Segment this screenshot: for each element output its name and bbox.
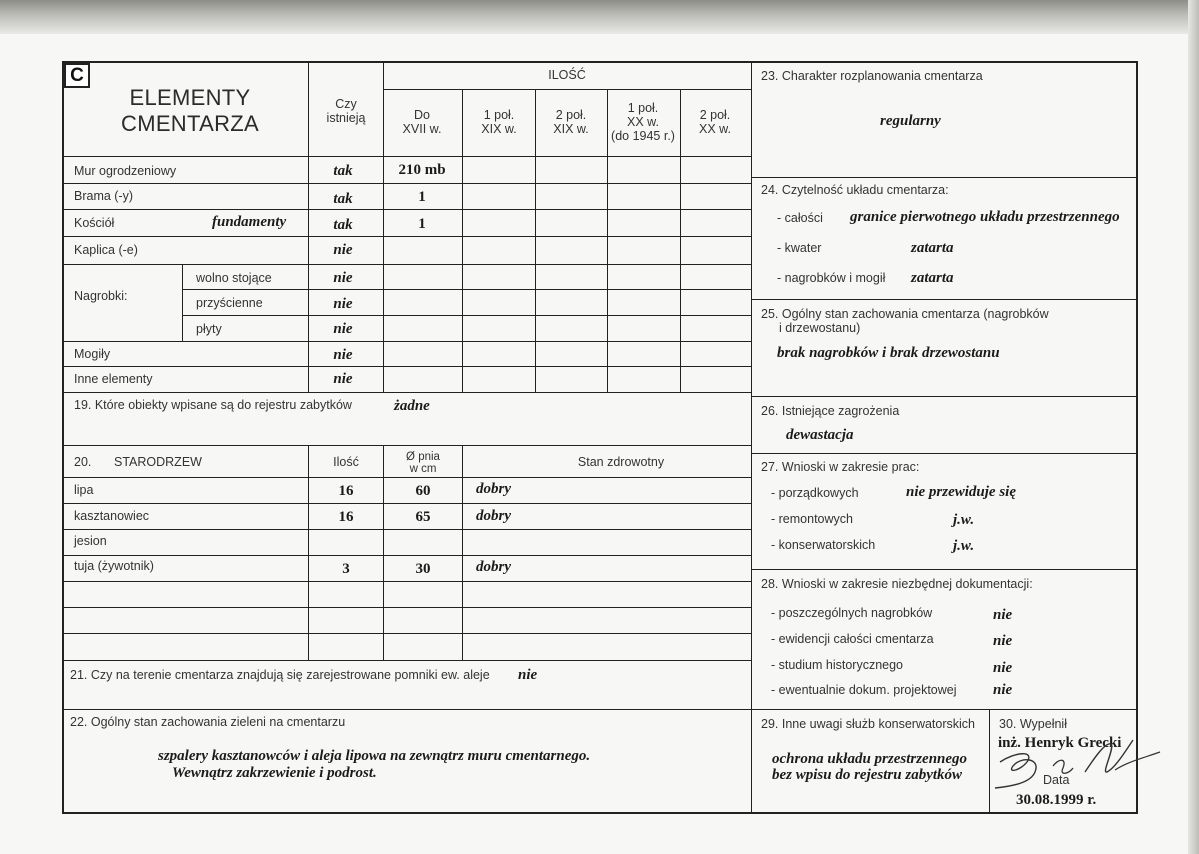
element-label-nagrobki: Nagrobki:: [74, 289, 128, 303]
period-4-line-2: XX w.: [627, 115, 659, 129]
q30-label: 30. Wypełnił: [999, 717, 1067, 731]
q24-bottom-line: [751, 299, 1137, 300]
q24-nagrobkow-value: zatarta: [911, 270, 954, 286]
period-2-line-1: 1 poł.: [483, 108, 515, 122]
q28-c-label: - studium historycznego: [771, 658, 904, 672]
col-line-ilosc: [383, 61, 384, 392]
q26-answer: dewastacja: [786, 427, 854, 443]
q27-konserw-label: - konserwatorskich: [771, 538, 876, 552]
element-note-kosciol: fundamenty: [212, 214, 287, 230]
q28-d-value: nie: [993, 682, 1013, 698]
tree-count-1: 16: [338, 483, 354, 499]
q24-nagrobkow-label: - nagrobków i mogił: [777, 271, 886, 285]
col-line-p2: [462, 89, 463, 392]
q27-konserw-value: j.w.: [953, 538, 975, 554]
q25-answer: brak nagrobków i brak drzewostanu: [777, 345, 1000, 361]
title-line-1: ELEMENTY: [129, 85, 251, 110]
q28-d-label: - ewentualnie dokum. projektowej: [771, 683, 957, 697]
period-3-line-1: 2 poł.: [555, 108, 587, 122]
q30-date-label: Data: [1043, 773, 1070, 787]
element-exists-brama: tak: [333, 191, 353, 207]
element-label-brama: Brama (-y): [74, 189, 134, 203]
tree-health-1: dobry: [476, 481, 511, 497]
element-qty-mur: 210 mb: [398, 162, 446, 178]
col-line-p3: [535, 89, 536, 392]
q28-a-value: nie: [993, 607, 1013, 623]
tree-name-4: tuja (żywotnik): [74, 559, 154, 573]
trees-row-line-3: [62, 555, 751, 556]
q29-line-2: bez wpisu do rejestru zabytków: [772, 767, 963, 783]
period-1-line-2: XVII w.: [402, 122, 442, 136]
row-line-5: [182, 289, 751, 290]
element-exists-inne: nie: [333, 371, 353, 387]
trees-row-line-4: [62, 581, 751, 582]
period-3-line-2: XIX w.: [553, 122, 589, 136]
element-label-wolno: wolno stojące: [196, 271, 272, 285]
trees-col-stan-header: Stan zdrowotny: [577, 455, 665, 469]
q30-name: inż. Henryk Grecki: [998, 735, 1122, 751]
element-qty-kosciol: 1: [418, 216, 426, 232]
czy-istnieja-header-2: istnieją: [326, 111, 366, 125]
row-line-2: [62, 209, 751, 210]
element-label-kaplica: Kaplica (-e): [74, 243, 138, 257]
period-1-line-1: Do: [414, 108, 430, 122]
q26-bottom-line: [751, 453, 1137, 454]
period-5-line-2: XX w.: [699, 122, 731, 136]
element-label-plyty: płyty: [196, 322, 222, 336]
q28-bottom-line: [751, 709, 1137, 710]
tree-name-3: jesion: [74, 534, 107, 548]
q19-answer: żadne: [394, 398, 430, 414]
element-exists-przyscienne: nie: [333, 296, 353, 312]
q21-answer: nie: [518, 667, 538, 683]
q28-b-label: - ewidencji całości cmentarza: [771, 632, 934, 646]
signature: [955, 722, 1170, 802]
q27-porz-label: - porządkowych: [771, 486, 859, 500]
q27-bottom-line: [751, 569, 1137, 570]
q22-line-2: Wewnątrz zakrzewienie i podrost.: [172, 765, 377, 781]
period-2-line-2: XIX w.: [481, 122, 517, 136]
q25-label-2: i drzewostanu): [779, 321, 861, 335]
main-divider: [751, 61, 752, 814]
header-bottom-line: [62, 156, 751, 157]
trees-number: 20.: [74, 455, 92, 469]
row-line-1: [62, 183, 751, 184]
q25-label-1: 25. Ogólny stan zachowania cmentarza (nagrobków: [761, 307, 1049, 321]
element-exists-mur: tak: [333, 163, 353, 179]
q24-kwater-label: - kwater: [777, 241, 822, 255]
trees-title: STARODRZEW: [114, 455, 202, 469]
trees-row-line-1: [62, 503, 751, 504]
row-line-7: [62, 341, 751, 342]
q29-label: 29. Inne uwagi służb konserwatorskich: [761, 717, 976, 731]
ilosc-header: ILOŚĆ: [548, 68, 586, 82]
tree-count-2: 16: [338, 509, 354, 525]
outer-border-bottom: [62, 812, 1138, 814]
tree-count-4: 3: [342, 561, 350, 577]
q26-label: 26. Istniejące zagrożenia: [761, 404, 900, 418]
col-line-czy: [308, 61, 309, 392]
q27-remont-label: - remontowych: [771, 512, 853, 526]
q25-bottom-line: [751, 396, 1137, 397]
q23-answer: regularny: [880, 113, 941, 129]
element-label-mogily: Mogiły: [74, 347, 111, 361]
ilosc-header-line: [383, 89, 751, 90]
period-4-line-1: 1 poł.: [627, 101, 659, 115]
tree-diameter-2: 65: [415, 509, 431, 525]
tree-health-4: dobry: [476, 559, 511, 575]
q24-label: 24. Czytelność układu cmentarza:: [761, 183, 949, 197]
row-line-6: [182, 315, 751, 316]
q27-remont-value: j.w.: [953, 512, 975, 528]
col-line-p5: [680, 89, 681, 392]
trees-col-pien-header-1: Ø pnia: [406, 451, 440, 463]
q23-bottom-line: [751, 177, 1137, 178]
q27-label: 27. Wnioski w zakresie prac:: [761, 460, 920, 474]
q28-b-value: nie: [993, 633, 1013, 649]
q28-a-label: - poszczególnych nagrobków: [771, 606, 933, 620]
col-line-p4: [607, 89, 608, 392]
title-line-2: CMENTARZA: [121, 111, 259, 136]
element-exists-kosciol: tak: [333, 217, 353, 233]
q21-bottom-line: [62, 709, 751, 710]
czy-istnieja-header-1: Czy: [335, 97, 357, 111]
trees-header-line: [62, 477, 751, 478]
tree-health-2: dobry: [476, 508, 511, 524]
tree-diameter-1: 60: [415, 483, 431, 499]
trees-row-line-2: [62, 529, 751, 530]
section-letter-badge: C: [64, 63, 90, 88]
element-label-przyscienne: przyścienne: [196, 296, 263, 310]
element-exists-kaplica: nie: [333, 242, 353, 258]
q21-label: 21. Czy na terenie cmentarza znajdują się zarejestrowane pomniki ew. aleje: [70, 668, 490, 682]
q19-bottom-line: [62, 445, 751, 446]
tree-name-1: lipa: [74, 483, 94, 497]
outer-border-top: [62, 61, 1138, 63]
outer-border-left: [62, 61, 64, 814]
element-qty-brama: 1: [418, 189, 426, 205]
element-label-kosciol: Kościół: [74, 216, 115, 230]
q27-porz-value: nie przewiduje się: [906, 484, 1017, 500]
elements-bottom-line: [62, 392, 751, 393]
trees-row-line-5: [62, 607, 751, 608]
row-line-3: [62, 236, 751, 237]
q28-c-value: nie: [993, 660, 1013, 676]
trees-row-line-6: [62, 633, 751, 634]
nagrobki-sub-line: [182, 264, 183, 341]
element-exists-wolno: nie: [333, 270, 353, 286]
trees-col-ilosc-header: Ilość: [333, 455, 359, 469]
q30-date: 30.08.1999 r.: [1016, 792, 1097, 808]
tree-diameter-4: 30: [415, 561, 431, 577]
outer-border-right: [1136, 61, 1138, 814]
q22-line-1: szpalery kasztanowców i aleja lipowa na zewnątrz muru cmentarnego.: [158, 748, 591, 764]
q22-label: 22. Ogólny stan zachowania zieleni na cmentarzu: [70, 715, 346, 729]
element-exists-mogily: nie: [333, 347, 353, 363]
tree-name-2: kasztanowiec: [74, 509, 150, 523]
trees-bottom-line: [62, 660, 751, 661]
q28-label: 28. Wnioski w zakresie niezbędnej dokumentacji:: [761, 577, 1033, 591]
q23-label: 23. Charakter rozplanowania cmentarza: [761, 69, 983, 83]
element-label-inne: Inne elementy: [74, 372, 153, 386]
q24-kwater-value: zatarta: [911, 240, 954, 256]
q24-calosci-label: - całości: [777, 211, 823, 225]
trees-col-pien-header-2: w cm: [409, 463, 437, 475]
row-line-4: [62, 264, 751, 265]
row-line-8: [62, 366, 751, 367]
period-4-line-3: (do 1945 r.): [611, 129, 675, 143]
q19-label: 19. Które obiekty wpisane są do rejestru zabytków: [74, 398, 352, 412]
period-5-line-1: 2 poł.: [699, 108, 731, 122]
element-exists-plyty: nie: [333, 321, 353, 337]
q24-calosci-value: granice pierwotnego układu przestrzennego: [850, 209, 1120, 225]
q29-line-1: ochrona układu przestrzennego: [772, 751, 968, 767]
element-label-mur: Mur ogrodzeniowy: [74, 164, 177, 178]
